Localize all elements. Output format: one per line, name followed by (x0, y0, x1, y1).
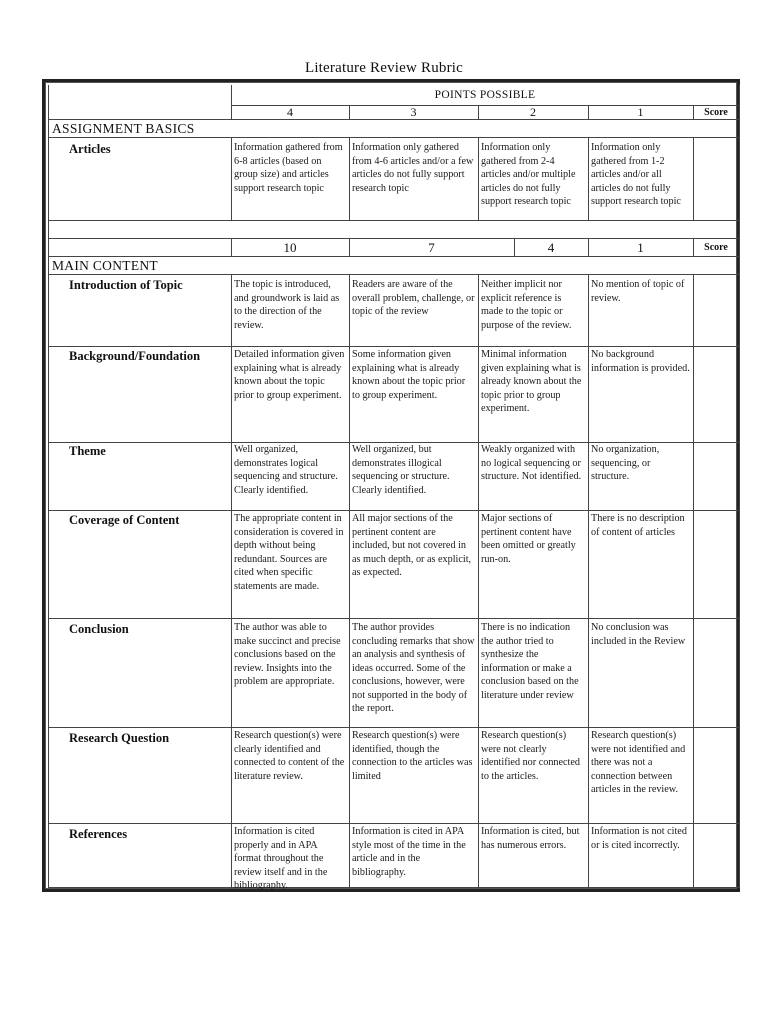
points-possible-header: POINTS POSSIBLE (434, 89, 536, 101)
row-label-research-question: Research Question (69, 731, 170, 745)
points-2: 2 (530, 105, 536, 119)
points-1: 1 (637, 105, 644, 119)
references-cell-4: Information is cited, but has numerous errors. (481, 826, 580, 851)
theme-cell-7: Well organized, but demonstrates illogical sequencing or structure. Clearly identified. (352, 444, 450, 496)
points-4-main: 4 (547, 240, 555, 255)
rule (48, 256, 739, 257)
row-label-theme: Theme (69, 444, 106, 458)
rule (48, 510, 739, 511)
introduction-cell-4: Neither implicit nor explicit reference is made to the topic or purpose of the review. (481, 279, 572, 331)
score-header-main: Score (704, 242, 728, 253)
coverage-cell-4: Major sections of pertinent content have been omitted or greatly run-on. (481, 513, 576, 565)
introduction-cell-7: Readers are aware of the overall problem, challenge, or topic of the review (352, 279, 475, 317)
points-10: 10 (283, 240, 297, 255)
introduction-cell-1: No mention of topic of review. (591, 279, 685, 304)
conclusion-cell-7: The author provides concluding remarks that show an analysis and synthesis of ideas occurred. Some of the conclusions, however, were not supported in the body of the report. (352, 622, 475, 714)
score-header: Score (704, 107, 728, 118)
research-question-cell-4: Research question(s) were not clearly identified nor connected to the articles. (481, 730, 581, 782)
rule (693, 274, 694, 888)
research-question-cell-1: Research question(s) were not identified and there was not a connection between articles in the review. (591, 730, 686, 795)
rule (48, 823, 739, 824)
articles-cell-4: Information gathered from 6-8 articles (based on group size) and articles support research topic (234, 142, 343, 194)
background-cell-1: No background information is provided. (591, 349, 690, 374)
rubric-table (42, 79, 740, 892)
rule (48, 137, 739, 138)
row-label-introduction: Introduction of Topic (69, 278, 183, 292)
rule (48, 887, 739, 888)
rule (48, 618, 739, 619)
page-title: Literature Review Rubric (304, 60, 464, 76)
coverage-cell-10: The appropriate content in consideration is covered in depth without being redundant. Sources are cited when specific statements are made. (234, 513, 344, 592)
theme-cell-10: Well organized, demonstrates logical sequencing and structure. Clearly identified. (234, 444, 338, 496)
points-3: 3 (410, 105, 417, 119)
rule (48, 727, 739, 728)
rule (48, 85, 49, 888)
background-cell-4: Minimal information given explaining what is already known about the topic prior to group experiment. (481, 349, 582, 414)
row-label-references: References (69, 827, 128, 841)
row-label-coverage: Coverage of Content (69, 513, 180, 527)
rule (48, 346, 739, 347)
theme-cell-1: No organization, sequencing, or structure. (591, 444, 660, 482)
conclusion-cell-4: There is no indication the author tried to synthesize the information or make a conclusion based on the literature under review (481, 622, 579, 701)
theme-cell-4: Weakly organized with no logical sequencing or structure. Not identified. (481, 444, 582, 482)
coverage-cell-1: There is no description of content of articles (591, 513, 685, 538)
rule (48, 238, 739, 239)
research-question-cell-7: Research question(s) were identified, though the connection to the articles was limited (352, 730, 473, 782)
coverage-cell-7: All major sections of the pertinent content are included, but not covered in as much depth, or as explicit, as expected. (352, 513, 472, 578)
rule (48, 274, 739, 275)
conclusion-cell-10: The author was able to make succinct and precise conclusions based on the review. Insights into the problem are appropriate. (234, 622, 341, 687)
articles-cell-1: Information only gathered from 1-2 articles and/or all articles do not fully support research topic (591, 142, 681, 207)
background-cell-10: Detailed information given explaining what is already known about the topic prior to group experiment. (234, 349, 345, 401)
references-cell-10: Information is cited properly and in APA format throughout the review itself and in the bibliography. (234, 826, 328, 891)
row-label-background: Background/Foundation (69, 349, 201, 363)
row-label-articles: Articles (69, 142, 111, 156)
references-cell-1: Information is not cited or is cited incorrectly. (591, 826, 687, 851)
introduction-cell-10: The topic is introduced, and groundwork is laid as to the direction of the review. (234, 279, 340, 331)
conclusion-cell-1: No conclusion was included in the Review (591, 622, 686, 647)
articles-cell-3: Information only gathered from 4-6 articles and/or a few articles do not fully support research topic (352, 142, 474, 194)
points-7: 7 (428, 240, 435, 255)
references-cell-7: Information is cited in APA style most of the time in the article and in the bibliography. (352, 826, 466, 878)
background-cell-7: Some information given explaining what is already known about the topic prior to group experiment. (352, 349, 466, 401)
rule (693, 137, 694, 221)
rule (739, 85, 740, 888)
row-label-conclusion: Conclusion (69, 622, 129, 636)
articles-cell-2: Information only gathered from 2-4 articles and/or multiple articles do not fully support research topic (481, 142, 576, 207)
points-4: 4 (287, 105, 293, 119)
research-question-cell-10: Research question(s) were clearly identified and connected to content of the literature review. (234, 730, 345, 782)
points-1-main: 1 (637, 240, 644, 255)
section-main-content: MAIN CONTENT (52, 258, 158, 273)
section-assignment-basics: ASSIGNMENT BASICS (52, 121, 195, 136)
rule (48, 220, 739, 221)
